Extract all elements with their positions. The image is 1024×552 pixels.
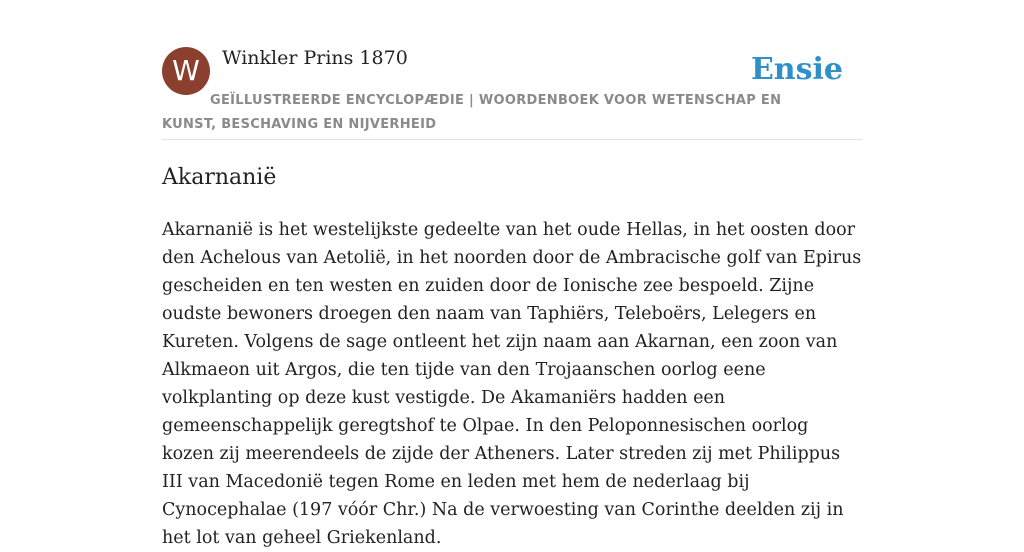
ensie-logo-link[interactable]: Ensie: [750, 52, 843, 87]
source-avatar[interactable]: W: [162, 47, 210, 95]
source-title[interactable]: Winkler Prins 1870: [222, 47, 408, 69]
article-body: Akarnanië is het westelijkste gedeelte van het oude Hellas, in het oosten door den Achelous van Aetolië, in het noorden door de Ambracische golf van Epirus gescheiden en ten westen en zuiden door de Ionische zee bespoeld. Zijne oudste bewoners droegen den naam van Taphiërs, Teleboërs, Lelegers en Kureten. Volgens de sage ontleent het zijn naam aan Akarnan, een zoon van Alkmaeon uit Argos, die ten tijde van den Trojaanschen oorlog eene volkplanting op deze kust vestigde. De Akamaniërs hadden een gemeenschappelijk geregtshof te Olpae. In den Peloponnesischen oorlog kozen zij meerendeels de zijde der Atheners. Later streden zij met Philippus III van Macedonië tegen Rome en leden met hem de nederlaag bij Cynocephalae (197 vóór Chr.) Na de verwoesting van Corinthe deelden zij in het lot van geheel Griekenland.: [162, 220, 862, 548]
header-divider: [162, 139, 862, 140]
page-container: [162, 0, 862, 548]
source-subtitle: GEÏLLUSTREERDE ENCYCLOPÆDIE | WOORDENBOEK VOOR WETENSCHAP EN KUNST, BESCHAVING EN NIJVERHEID: [162, 93, 782, 132]
article-title: Akarnanië: [162, 165, 277, 190]
